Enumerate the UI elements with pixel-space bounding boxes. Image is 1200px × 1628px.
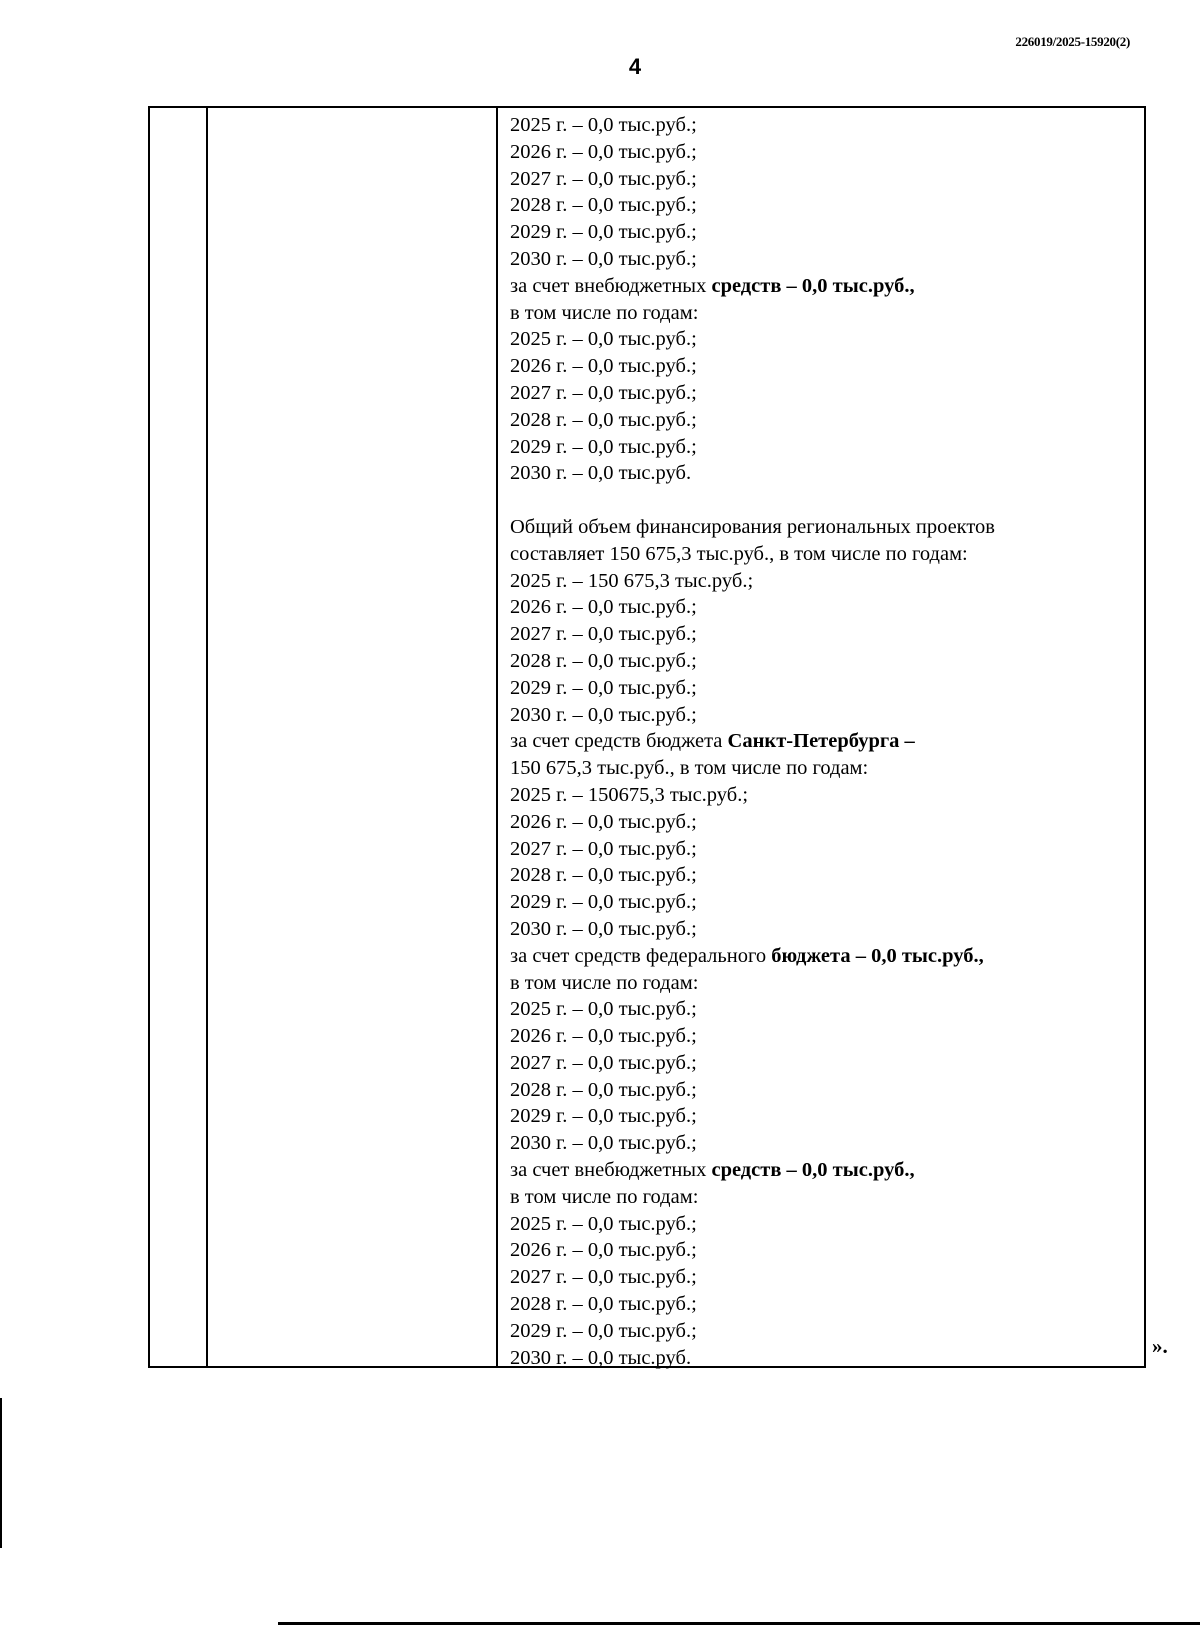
funding-line: [510, 434, 1130, 461]
funding-line: [510, 1318, 1130, 1345]
funding-line: [510, 460, 1130, 487]
funding-line-text: 2029 г. – 0,0 тыс.руб.;: [510, 676, 697, 699]
funding-line-text: 2030 г. – 0,0 тыс.руб.: [510, 1346, 692, 1369]
funding-line: [510, 1130, 1130, 1157]
funding-line: [510, 300, 1130, 327]
funding-line: [510, 809, 1130, 836]
funding-line-text: 2025 г. – 150675,3 тыс.руб.;: [510, 783, 749, 806]
funding-line: [510, 380, 1130, 407]
funding-line-text: 2030 г. – 0,0 тыс.руб.;: [510, 703, 697, 726]
funding-line: [510, 594, 1130, 621]
funding-line-text: 2030 г. – 0,0 тыс.руб.;: [510, 247, 697, 270]
funding-line: [510, 407, 1130, 434]
funding-line: [510, 514, 1130, 541]
funding-line-text: 2025 г. – 0,0 тыс.руб.;: [510, 998, 697, 1021]
paragraph-gap: [510, 487, 1130, 514]
funding-line: [510, 568, 1130, 595]
funding-line: [510, 273, 1130, 300]
funding-line-text: 2027 г. – 0,0 тыс.руб.;: [510, 1051, 697, 1074]
funding-line-text: 2026 г. – 0,0 тыс.руб.;: [510, 1025, 697, 1048]
scan-edge-mark-left: [0, 1398, 2, 1548]
funding-line: [510, 1211, 1130, 1238]
funding-line: [510, 996, 1130, 1023]
funding-line: [510, 1103, 1130, 1130]
funding-line-text: 2028 г. – 0,0 тыс.руб.;: [510, 408, 697, 431]
funding-line-text: 2026 г. – 0,0 тыс.руб.;: [510, 355, 697, 378]
funding-line: [510, 326, 1130, 353]
funding-line-text: 2028 г. – 0,0 тыс.руб.;: [510, 1293, 697, 1316]
funding-line-text: 2030 г. – 0,0 тыс.руб.: [510, 462, 692, 485]
funding-line-text: составляет 150 675,3 тыс.руб., в том числе по годам:: [510, 542, 968, 565]
funding-line-text: 2030 г. – 0,0 тыс.руб.;: [510, 917, 697, 940]
funding-line-text: 2027 г. – 0,0 тыс.руб.;: [510, 623, 697, 646]
funding-line: [510, 916, 1130, 943]
funding-line-text: 2027 г. – 0,0 тыс.руб.;: [510, 167, 697, 190]
funding-line-text: 2028 г. – 0,0 тыс.руб.;: [510, 864, 697, 887]
funding-line-text: 2030 г. – 0,0 тыс.руб.;: [510, 1132, 697, 1155]
document-registration-number: 226019/2025-15920(2): [1015, 34, 1130, 49]
funding-line: [510, 112, 1130, 139]
funding-line: [510, 943, 1130, 970]
closing-quote-mark: ».: [1152, 1334, 1168, 1358]
funding-line-text: 2025 г. – 150 675,3 тыс.руб.;: [510, 569, 754, 592]
funding-line: [510, 139, 1130, 166]
funding-line-text: 150 675,3 тыс.руб., в том числе по годам:: [510, 757, 869, 780]
funding-line-bold-text: бюджета – 0,0 тыс.руб.,: [771, 944, 984, 967]
funding-line: [510, 648, 1130, 675]
funding-line: [510, 675, 1130, 702]
page-number: 4: [628, 54, 642, 79]
funding-table: [148, 106, 1146, 1368]
funding-line-text: в том числе по годам:: [510, 1185, 699, 1208]
funding-line-text: 2025 г. – 0,0 тыс.руб.;: [510, 1212, 697, 1235]
funding-line-text: 2029 г. – 0,0 тыс.руб.;: [510, 435, 697, 458]
funding-line-text: 2028 г. – 0,0 тыс.руб.;: [510, 194, 697, 217]
funding-line: [510, 192, 1130, 219]
funding-line-text: 2025 г. – 0,0 тыс.руб.;: [510, 114, 697, 136]
funding-line-text: 2027 г. – 0,0 тыс.руб.;: [510, 837, 697, 860]
funding-line-text: 2026 г. – 0,0 тыс.руб.;: [510, 810, 697, 833]
funding-line: [510, 862, 1130, 889]
funding-line: [510, 219, 1130, 246]
funding-line: [510, 1345, 1130, 1372]
funding-line-text: за счет средств бюджета: [510, 730, 728, 753]
funding-line-text: 2026 г. – 0,0 тыс.руб.;: [510, 140, 697, 163]
funding-line: [510, 755, 1130, 782]
funding-line: [510, 1023, 1130, 1050]
funding-line: [510, 166, 1130, 193]
funding-line-text: за счет внебюджетных: [510, 274, 712, 297]
funding-line: [510, 889, 1130, 916]
funding-line: [510, 1291, 1130, 1318]
funding-line: [510, 836, 1130, 863]
funding-line: [510, 246, 1130, 273]
funding-line-text: Общий объем финансирования региональных проектов: [510, 515, 995, 538]
funding-line: [510, 621, 1130, 648]
funding-line-text: 2029 г. – 0,0 тыс.руб.;: [510, 1319, 697, 1342]
funding-line-text: 2026 г. – 0,0 тыс.руб.;: [510, 1239, 697, 1262]
table-column-divider-1: [206, 108, 208, 1366]
funding-line: [510, 541, 1130, 568]
funding-line-text: в том числе по годам:: [510, 301, 699, 324]
funding-line: [510, 1050, 1130, 1077]
funding-line: [510, 1157, 1130, 1184]
funding-line-text: 2028 г. – 0,0 тыс.руб.;: [510, 649, 697, 672]
funding-line-bold-text: Санкт-Петербурга –: [727, 730, 915, 753]
funding-line-text: в том числе по годам:: [510, 971, 699, 994]
funding-line-text: 2025 г. – 0,0 тыс.руб.;: [510, 328, 697, 351]
funding-line-text: 2026 г. – 0,0 тыс.руб.;: [510, 596, 697, 619]
funding-line: [510, 970, 1130, 997]
funding-line-bold-text: средств – 0,0 тыс.руб.,: [711, 1159, 915, 1182]
funding-line-text: за счет средств федерального: [510, 944, 772, 967]
funding-line-text: 2029 г. – 0,0 тыс.руб.;: [510, 891, 697, 914]
funding-details-cell: [510, 112, 1130, 1371]
funding-line: [510, 1184, 1130, 1211]
funding-line: [510, 702, 1130, 729]
funding-line-bold-text: средств – 0,0 тыс.руб.,: [711, 274, 915, 297]
funding-line-text: 2027 г. – 0,0 тыс.руб.;: [510, 1266, 697, 1289]
funding-line-text: 2028 г. – 0,0 тыс.руб.;: [510, 1078, 697, 1101]
funding-line: [510, 782, 1130, 809]
funding-line-text: 2029 г. – 0,0 тыс.руб.;: [510, 221, 697, 244]
funding-line-text: 2029 г. – 0,0 тыс.руб.;: [510, 1105, 697, 1128]
funding-line: [510, 353, 1130, 380]
funding-line: [510, 1264, 1130, 1291]
funding-line-text: 2027 г. – 0,0 тыс.руб.;: [510, 381, 697, 404]
table-column-divider-2: [496, 108, 498, 1366]
funding-line: [510, 1077, 1130, 1104]
funding-line: [510, 1237, 1130, 1264]
scan-edge-mark-bottom: [278, 1622, 1200, 1625]
funding-line: [510, 728, 1130, 755]
funding-line-text: за счет внебюджетных: [510, 1159, 712, 1182]
